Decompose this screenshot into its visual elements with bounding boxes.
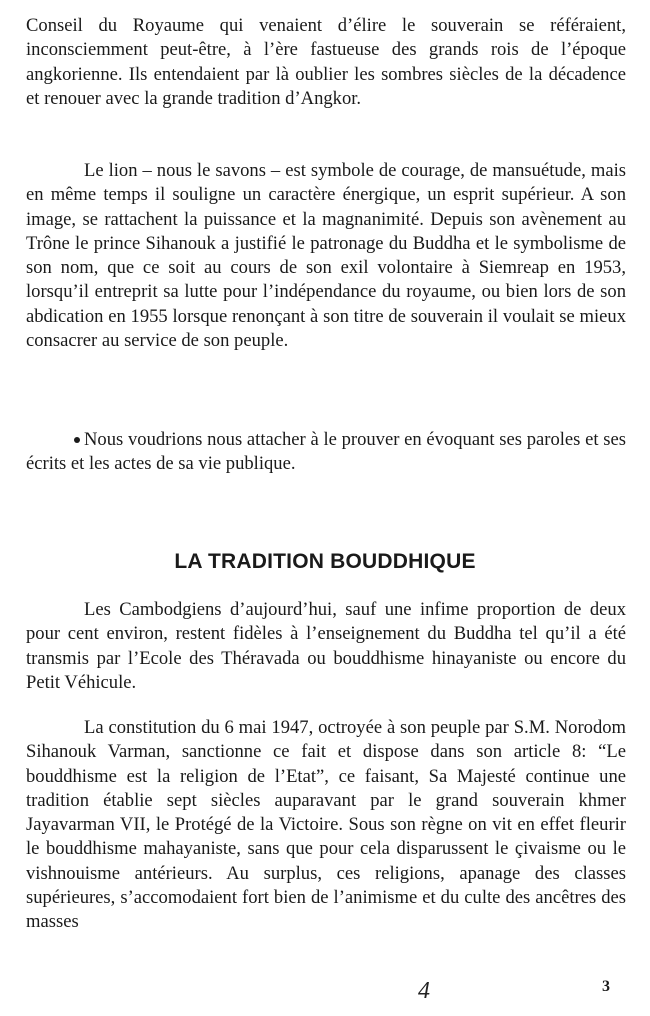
paragraph-prouver: Nous voudrions nous attacher à le prouver en évoquant ses paroles et ses écrits et les actes de sa vie publique.	[26, 429, 626, 475]
paragraph-constitution: La constitution du 6 mai 1947, octroyée à son peuple par S.M. Norodom Sihanouk Varman, sanctionne ce fait et dispose dans son article 8: “Le bouddhisme est la religion de l’Etat”, ce faisant, Sa Majesté continue une tradition établie sept siècles auparavant par le grand souverain khmer Jayavarman VII, le Protégé de la Victoire. Sous son règne on vit en effet fleurir le bouddhisme mahayaniste, sans que pour cela disparussent le çivaisme ou le vishnouisme antérieurs. Au surplus, ces religions, apanage des classes supérieures, s’accomodaient fort bien de l’animisme et du culte des ancêtres des masses	[26, 717, 626, 933]
section-title: LA TRADITION BOUDDHIQUE	[174, 550, 476, 573]
paragraph-lion-symbol: Le lion – nous le savons – est symbole de courage, de mansuétude, mais en même temps il souligne un caractère énergique, un esprit supérieur. A son image, se rattachent la puissance et la magnanimité. Depuis son avènement au Trône le prince Sihanouk a justifié le patronage du Buddha et le symbolisme de son nom, que ce soit au cours de son exil volontaire à Siemreap en 1953, lorsqu’il entreprit sa lutte pour l’indépendance du royaume, ou bien lors de son abdication en 1955 lorsque renonçant à son titre de souverain il voulait se mieux consacrer au service de son peuple.	[26, 160, 626, 352]
paragraph-conseil-royaume: Conseil du Royaume qui venaient d’élire le souverain se référaient, inconsciemment peut-être, à l’ère fastueuse des grands rois de l’époque angkorienne. Ils entendaient par là oublier les sombres siècles de la décadence et renouer avec la grande tradition d’Angkor.	[26, 15, 626, 109]
handwritten-mark: 4	[418, 978, 430, 1004]
paragraph-cambodgiens: Les Cambodgiens d’aujourd’hui, sauf une infime proportion de deux pour cent environ, restent fidèles à l’enseignement du Buddha tel qu’il a été transmis par l’Ecole des Théravada ou bouddhisme hinayaniste ou encore du Petit Véhicule.	[26, 599, 626, 693]
page-number: 3	[602, 978, 610, 995]
